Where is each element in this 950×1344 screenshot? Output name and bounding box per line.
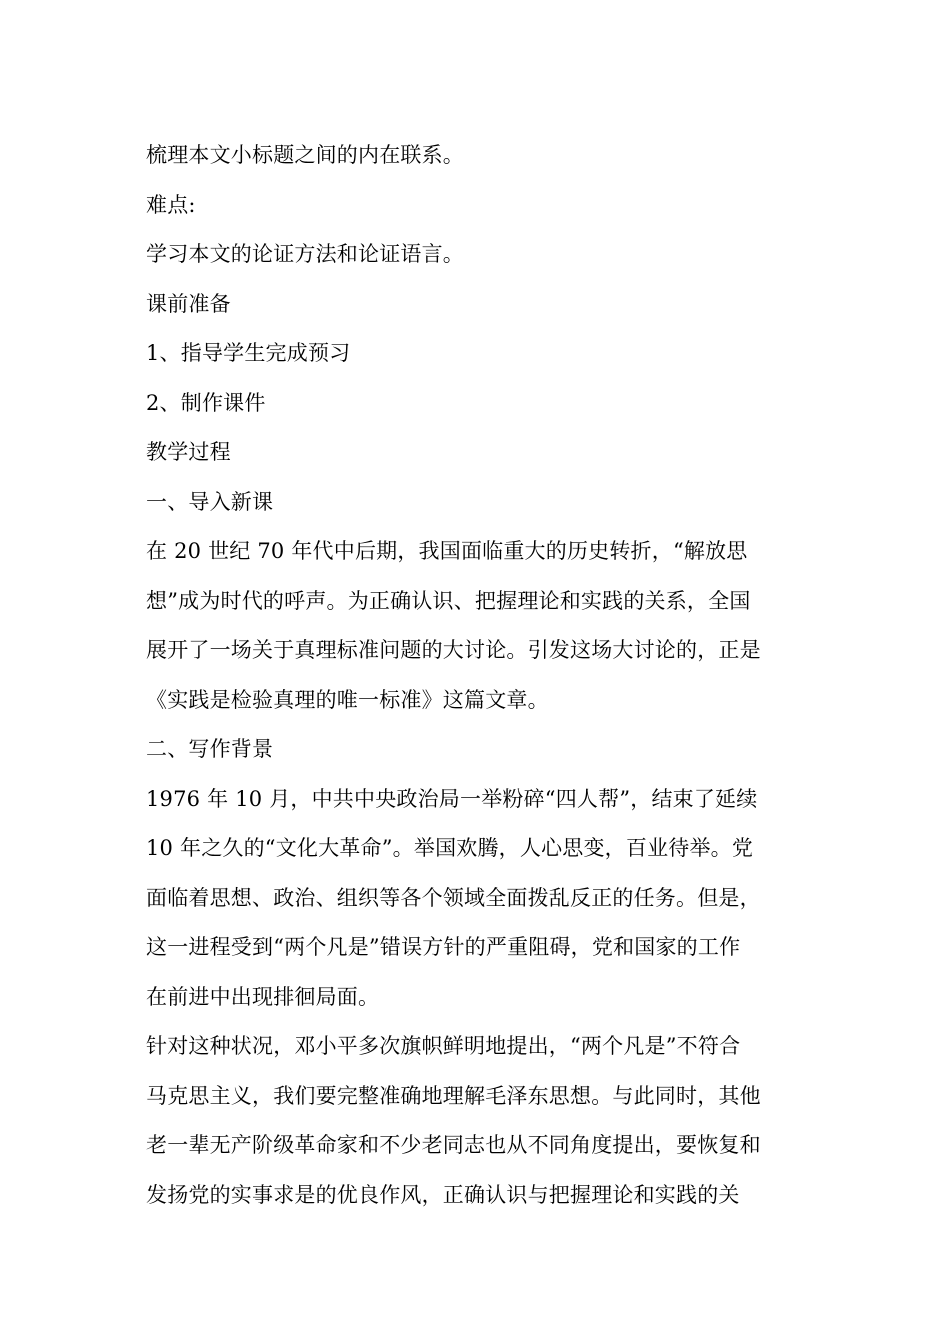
paragraph-line: 发扬党的实事求是的优良作风，正确认识与把握理论和实践的关 [146,1182,740,1207]
section-heading-intro: 一、导入新课 [146,489,274,514]
text-line: 梳理本文小标题之间的内在联系。 [146,143,464,167]
section-heading-background: 二、写作背景 [146,737,274,761]
paragraph-line: 在前进中出现排徊局面。 [146,984,380,1009]
section-heading-process: 教学过程 [146,440,231,464]
list-item: 2、制作课件 [146,390,266,415]
paragraph-line: 10 年之久的“文化大革命”。举国欢腾，人心思变，百业待举。党 [146,836,754,860]
paragraph-line: 针对这种状况，邓小平多次旗帜鲜明地提出，“两个凡是”不符合 [146,1034,741,1058]
paragraph-line: 在 20 世纪 70 年代中后期，我国面临重大的历史转折，“解放思 [146,539,748,563]
paragraph-line: 展开了一场关于真理标准问题的大讨论。引发这场大讨论的，正是 [146,638,761,662]
paragraph-line: 马克思主义，我们要完整准确地理解毛泽东思想。与此同时，其他 [146,1083,761,1108]
section-heading-preparation: 课前准备 [146,291,231,316]
document-body [146,131,806,1220]
paragraph-line: 1976 年 10 月，中共中央政治局一举粉碎“四人帮”，结束了延续 [146,786,758,811]
paragraph-line: 《实践是检验真理的唯一标准》这篇文章。 [146,687,549,712]
paragraph-line: 老一辈无产阶级革命家和不少老同志也从不同角度提出，要恢复和 [146,1133,761,1157]
list-item: 1、指导学生完成预习 [146,341,351,365]
paragraph-line: 面临着思想、政治、组织等各个领域全面拨乱反正的任务。但是， [146,885,761,910]
paragraph-line: 这一进程受到“两个凡是”错误方针的严重阻碍，党和国家的工作 [146,935,741,959]
paragraph-line: 想”成为时代的呼声。为正确认识、把握理论和实践的关系，全国 [146,588,751,613]
section-heading-difficulty: 难点: [146,192,196,217]
text-line: 学习本文的论证方法和论证语言。 [146,242,464,266]
